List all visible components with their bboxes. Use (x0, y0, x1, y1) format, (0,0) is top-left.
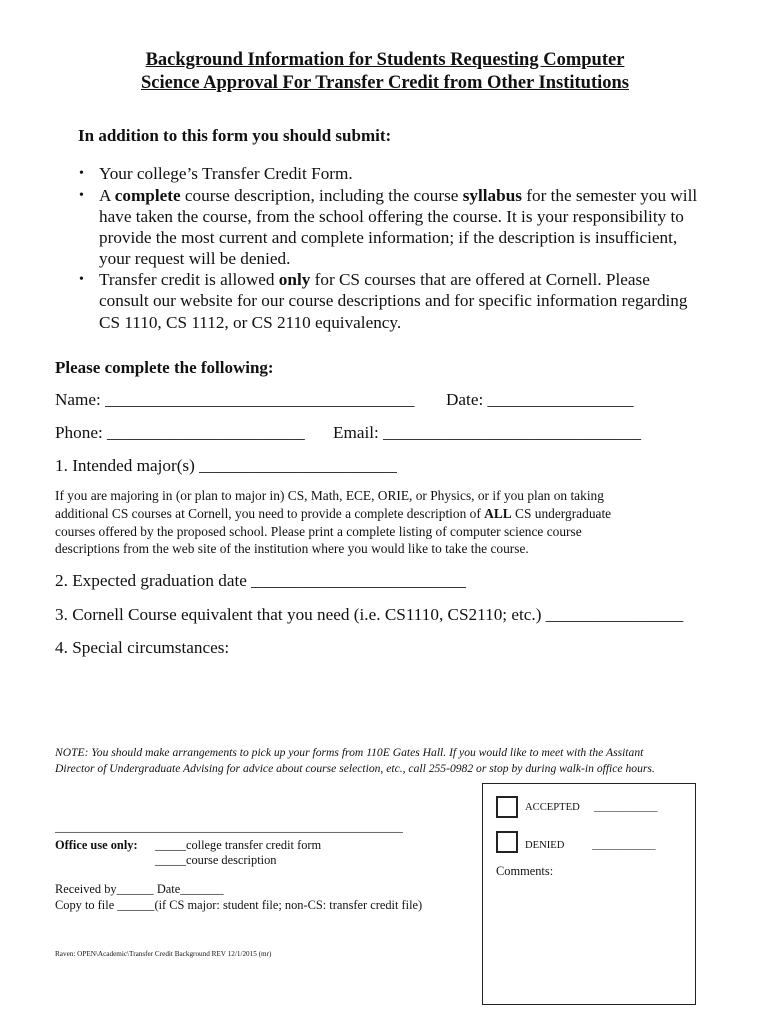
bullet-icon: • (79, 166, 84, 181)
received-by-line: Received by______ Date_______ (55, 882, 224, 896)
bullet-2-line-1 (99, 186, 697, 206)
major-note-line-1: If you are majoring in (or plan to major in) CS, Math, ECE, ORIE, or Physics, or if you plan on taking (55, 488, 604, 503)
bullet-1-text: Your college’s Transfer Credit Form. (99, 164, 353, 183)
copy-to-file-line: Copy to file ______(if CS major: student file; non-CS: transfer credit file) (55, 898, 423, 912)
note-line-2: Director of Undergraduate Advising for advice about course selection, etc., call 255-0982 or stop by during walk-in office hours. (55, 762, 655, 775)
graduation-date-field[interactable]: 2. Expected graduation date _________________________ (55, 571, 466, 590)
form-title-line-2: Science Approval For Transfer Credit from Other Institutions (140, 73, 630, 93)
note-line-1: NOTE: You should make arrangements to pick up your forms from 110E Gates Hall. If you would like to meet with the Assitant (55, 746, 644, 759)
office-signature-rule: __________________________________________________________ (55, 820, 403, 834)
special-circumstances-field[interactable]: 4. Special circumstances: (55, 638, 230, 657)
major-note-line-2 (55, 506, 611, 522)
bullet-icon: • (79, 188, 84, 203)
major-note-line-4: descriptions from the web site of the institution where you would like to take the course. (55, 541, 529, 556)
bullet-2-line-2: have taken the course, from the school offering the course. It is your responsibility to (99, 207, 684, 226)
text-run: for the semester you will (521, 186, 698, 205)
emphasis-syllabus: syllabus (462, 186, 522, 205)
bullet-3-line-1 (99, 270, 650, 290)
email-field[interactable]: Email: ______________________________ (333, 423, 641, 442)
office-use-label: Office use only: (55, 838, 138, 852)
emphasis-only: only (278, 270, 311, 289)
bullet-2-line-3: provide the most current and complete information; if the description is insufficient, (99, 228, 678, 247)
bullet-icon: • (79, 272, 84, 287)
document-footer: Raven: OPEN\Academic\Transfer Credit Background REV 12/1/2015 (mr) (55, 950, 272, 958)
denied-signature-line: ____________ (592, 840, 656, 851)
course-equivalent-field[interactable]: 3. Cornell Course equivalent that you need (i.e. CS1110, CS2110; etc.) ________________ (55, 605, 684, 624)
accepted-signature-line: ____________ (594, 802, 658, 813)
decision-box (482, 783, 696, 1005)
denied-label: DENIED (525, 840, 565, 851)
form-title-line-1: Background Information for Students Requesting Computer (145, 50, 625, 70)
text-run: CS undergraduate (511, 506, 612, 521)
comments-label: Comments: (496, 864, 554, 878)
date-field[interactable]: Date: _________________ (446, 390, 634, 409)
denied-checkbox[interactable] (496, 831, 518, 853)
text-run: course description, including the course (180, 186, 463, 205)
emphasis-all: ALL (484, 506, 512, 521)
text-run: Transfer credit is allowed (99, 270, 279, 289)
bullet-3-line-2: consult our website for our course descriptions and for specific information regarding (99, 291, 688, 310)
accepted-checkbox[interactable] (496, 796, 518, 818)
submit-heading: In addition to this form you should submit: (78, 126, 392, 145)
accepted-label: ACCEPTED (525, 802, 580, 813)
emphasis-complete: complete (114, 186, 181, 205)
complete-heading: Please complete the following: (55, 358, 274, 377)
office-item-course-description: _____course description (155, 853, 277, 867)
intended-major-field[interactable]: 1. Intended major(s) _______________________ (55, 456, 397, 475)
bullet-3-line-3: CS 1110, CS 1112, or CS 2110 equivalency. (99, 313, 402, 332)
phone-field[interactable]: Phone: _______________________ (55, 423, 305, 442)
text-run: for CS courses that are offered at Cornell. Please (310, 270, 650, 289)
major-note-line-3: courses offered by the proposed school. Please print a complete listing of computer science course (55, 524, 582, 539)
text-run: A (99, 186, 115, 205)
office-item-transfer-form: _____college transfer credit form (155, 838, 322, 852)
text-run: additional CS courses at Cornell, you need to provide a complete description of (55, 506, 485, 521)
bullet-2-line-4: your request will be denied. (99, 249, 291, 268)
name-field[interactable]: Name: ____________________________________ (55, 390, 415, 409)
